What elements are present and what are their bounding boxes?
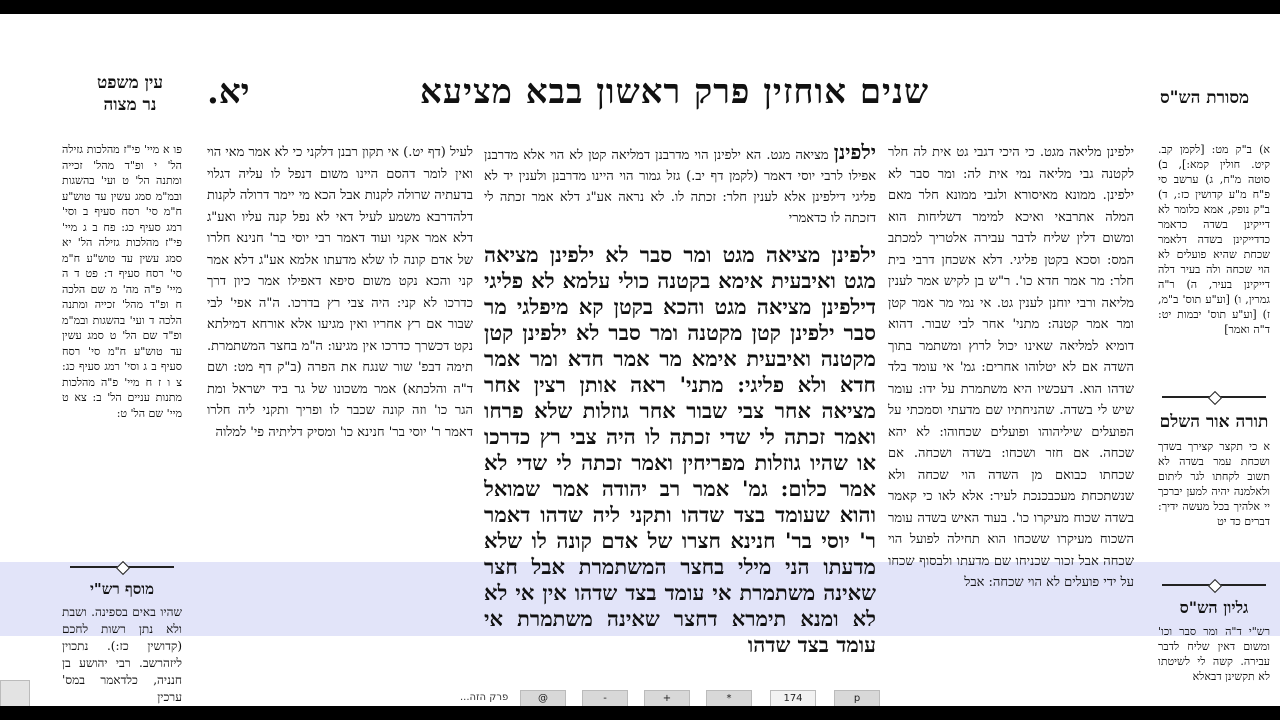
bottom-frame-bar — [0, 706, 1280, 720]
toolbar-p-button[interactable]: p — [834, 690, 880, 706]
rashi-commentary: ילפינן מליאה מגט. כי היכי דגבי גט אית לה חלר לקטנה גבי מליאה נמי אית לה: ומר סבר לא ילפינן. ממונא מאיסורא ולגבי ממונא חלר מאם המלה אתרבאי ואיכא למימר דשליחות הוא ומשום דלין שליח לדבר עבירה אלטריך למכתב המס: וסכא בקטן פליגי. דלא אשכחן דרבי בית חלר: מר אמר חדא כו'. ר"ש בן לקיש אמר לענין מליאה ורבי יוחנן לענין גט. אי נמי מר אמר קטן ומר אמר קטנה: מתני' אחר לבי שבור. דהוא דומיא למליאה שאינו יכול לרוץ ומשתמר בתוך השדה אם לא יטלוהו אחרים: גמ' אי עומד בלד שדהו הוא. דעכשיו היא משתמרת על ידו: עומר שיש לי בשדה. שהניחתיו שם מדעתי וסמכתי על הפועלים שיליהוהו ופועלים שכחוהו: לא יהא שכחה. אם חזר ושכחו: בשדה ושכחה. אם שכחתו כבואם מן השדה הוי שכחה ולא שנשתכחת מעכבכנכת לעיר: אלא לאו כי קאמר בשדה שכוח מעיקרו כו'. בעוד האיש בשדה עומר השכוח מעיקרו ששכחו הוא תחילה לפועל הוי שכחה אבל זכור שכניחו שם מדעתו ולבסוף שכחו על ידי פועלים לא הוי שכחה: אבל — [888, 145, 1134, 590]
ornament-divider-right — [1162, 396, 1266, 398]
gemara-lead-word: ילפינן — [833, 142, 876, 164]
talmud-page — [0, 14, 1280, 706]
zoom-out-button[interactable]: - — [582, 690, 628, 706]
ein-mishpat-line2: נר מצוה — [103, 95, 157, 115]
torah-or-column: א כי תקצר קצירך בשדך ושכחת עמר בשדה לא תשוב לקחתו לגר ליתום ולאלמנה יהיה למען יברכך יי אלהיך בכל מעשה ידיך: דברים כד יט — [1158, 440, 1270, 528]
gilyon-hashas-column: רש"י ד"ה ומר סבר וכו' ומשום דאין שליח לדבר עבירה. קשה לי לשיטתו לא תקשינן דבאלא — [1158, 625, 1270, 683]
toolbar-status: ...פרק הזה — [460, 692, 509, 703]
mosaf-rashi-title: מוסף רש"י — [90, 580, 154, 598]
mesoret-hashas-heading: מסורת הש"ס — [1160, 88, 1250, 108]
viewer-toolbar — [460, 690, 900, 706]
ornament-divider-left — [70, 566, 174, 568]
ein-mishpat-heading — [88, 72, 172, 116]
mesoret-hashas-column: א) ב"ק מט: [לקמן קב. קיט. חולין קמא:], ב) סוטה מ"ח, ג) ערשב סי פ"ח מ"ע קדושין כז:, ד) ב"ק נופק, אמא כלומר לא דייקינן בשדה כדאמר כדדייקינן בשדה דלאמר שכחת שהיא פועלים לא הוי שכחה ולה בעיר דלה דייקינן בעיר, ה) ר"ה גמרין, ו) [וע"ע תוס' ב"מ, ז) [וע"ע תוס' יבמות יט: ד"ה ואמר] — [1158, 143, 1270, 336]
ein-mishpat-column: פו א מיי' פי"ז מהלכות גזילה הל' י ופ"ד מהל' זכייה ומתנה הל' ט ועי' בהשגות ובמ"מ סמג עשין עד טוש"ע ח"מ סי' רסח סעיף ב וסי' רמג סעיף כג: פח ב ג מיי' פי"ז מהלכות גזילה הל' יא סמג עשין עד טוש"ע ח"מ סי' רסח סעיף ד: פט ד ה מיי' פ"ה מה' מ שם הלכה ח ופ"ד מהל' זכייה ומתנה הלכה ד ועי' בהשגות ובמ"מ ופ"ד שם הל' ט סמג עשין עד טוש"ע ח"מ סי' רסח סעיף ב ג וסי' רמג סעיף כג: צ ו ז ח מיי' פ"ה מהלכות מתנות עניים הל' ב: צא ט מיי' שם הל' ט: — [62, 143, 182, 420]
page-title: שנים אוחזין פרק ראשון בבא מציעא — [420, 72, 930, 112]
top-frame-bar — [0, 0, 1280, 14]
tosafot-top-text: מציאה מגט. הא ילפינן הוי מדרבנן דמליאה קטן לא הוי אלא מדרבנן אפילו לרבי יוסי דאמר (לקמן דף יב.) גזל גמור הוי היינו מדרבנן ולענין יד לא פליגי דילפינן אלא לענין חלר: זכתה לו. לא נראה אע"ג דלא אמר זכתה לי דזכתה לו כדאמרי — [484, 148, 876, 226]
left-scroll-button[interactable] — [0, 680, 30, 706]
ornament-divider-gilyon — [1162, 584, 1266, 586]
tosafot-top-block — [484, 142, 876, 236]
page-number-field[interactable]: 174 — [770, 690, 816, 706]
toolbar-star-button[interactable]: * — [706, 690, 752, 706]
tosafot-commentary: לעיל (דף יט.) אי תקון רבנן דלקני כי לא אמר מאי הוי ואין לומר דהסם היינו משום דנפל לו עליה דגלוי בדעתיה שרולה לקנות אבל הכא מי יימר דרולה לקנות דלהדרבא משמע לעיל דאי לא נפל קנה עליו ואע"ג דלא אמר אקני ועוד דאמר רבי יוסי בר' חנינא חלרו של אדם קונה לו שלא מדעתו אלמא אע"ג דלא אמר קני והכא נקט משום סיפא דאפילו אמר כיון דרך כדרכו לא קני: היה צבי רץ בדרכו. ה"ה אפי' לבי שבור אם רץ אחריו ואין מגיעו אלא אורחא דמילתא נקט דכשרך כדרכו אין מגיעו: ה"מ בחצר המשתמרת. תימה דבפ' שור שנגח את הפרה (ב"ק דף מט: ושם ד"ה והלכתא) אמר משכונו של גר ביד ישראל ומת הגר כו' וזה קונה שכבר לו ופריך ותקני ליה חלרו דאמר ר' יוסי בר' חנינא כו' ומסיק דליתיה פי' למלוה — [207, 145, 473, 440]
zoom-in-button[interactable]: + — [644, 690, 690, 706]
folio-number: יא. — [207, 72, 250, 112]
gilyon-hashas-title: גליון הש"ס — [1179, 598, 1249, 617]
ein-mishpat-line1: עין משפט — [97, 73, 163, 93]
page-header — [0, 72, 1280, 132]
torah-or-title: תורה אור השלם — [1159, 412, 1269, 432]
gemara-text: ילפינן מציאה מגט ומר סבר לא ילפינן מציאה מגט ואיבעית אימא בקטנה כולי עלמא לא פליגי דילפינן מציאה מגט והכא בקטן קא מיפלגי מר סבר ילפינן קטן מקטנה ומר סבר לא ילפינן קטן מקטנה ואיבעית אימא מר אמר חדא ומר אמר חדא ולא פליגי: מתני' ראה אותן רצין אחר מציאה אחר צבי שבור אחר גוזלות שלא פרחו ואמר זכתה לי שדי זכתה לו היה צבי רץ כדרכו או שהיו גוזלות מפריחין ואמר זכתה לי שדי לא אמר כלום: גמ' אמר רב יהודה אמר שמואל והוא שעומד בצד שדהו ותקני ליה שדהו דאמר ר' יוסי בר' חנינא חצרו של אדם קונה לו שלא מדעתו הני מילי בחצר המשתמרת אבל חצר שאינה משתמרת אי עומד בצד שדהו אין אי לא לא ומנא תימרא דחצר שאינה משתמרת אי עומד בצד שדהו — [484, 242, 876, 657]
mosaf-rashi-column: שהיו באים בספינה. ושבת ולא נתן רשות לחכם (קדושין כז:). נתכוין ליזהרשב. רבי יהושע בן חנניה, כלדאמר במס' ערכין — [62, 605, 182, 704]
toolbar-at-button[interactable]: @ — [520, 690, 566, 706]
